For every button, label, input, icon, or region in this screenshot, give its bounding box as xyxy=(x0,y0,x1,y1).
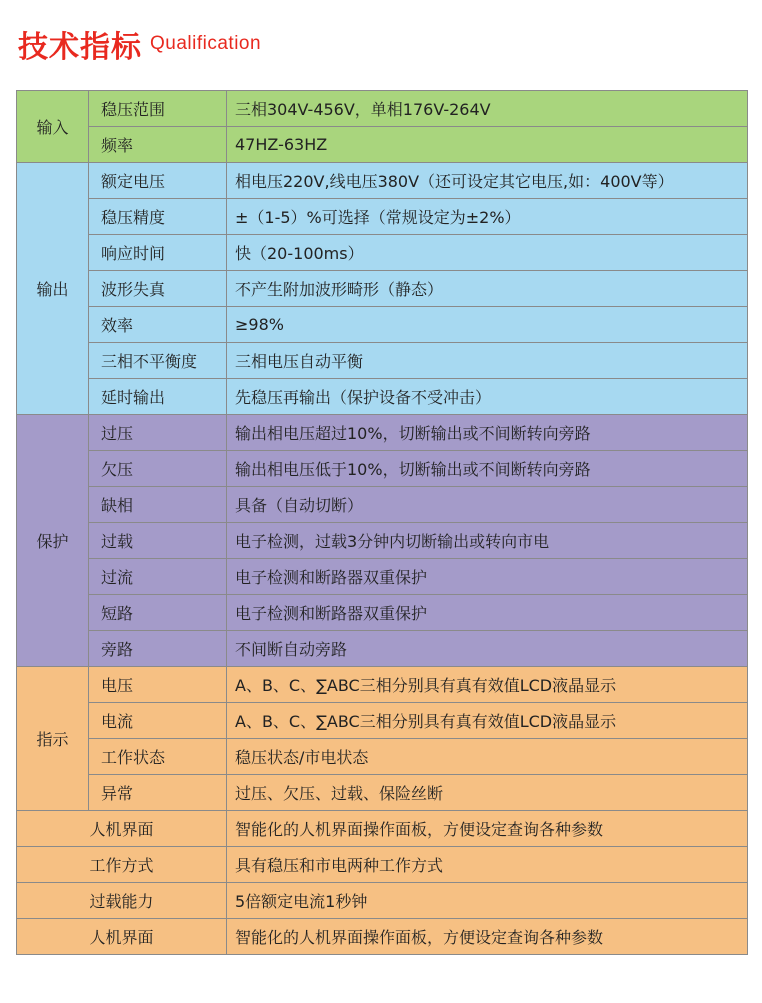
title-english: Qualification xyxy=(150,33,262,54)
param-name: 效率 xyxy=(89,307,227,343)
table-row xyxy=(17,415,748,451)
table-row xyxy=(17,91,748,127)
param-name: 电流 xyxy=(89,703,227,739)
table-row xyxy=(17,631,748,667)
param-value: 电子检测和断路器双重保护 xyxy=(227,595,748,631)
param-name: 三相不平衡度 xyxy=(89,343,227,379)
table-row xyxy=(17,199,748,235)
param-name: 过压 xyxy=(89,415,227,451)
section-title xyxy=(18,22,262,65)
param-value: 先稳压再输出（保护设备不受冲击） xyxy=(227,379,748,415)
table-row xyxy=(17,379,748,415)
table-row xyxy=(17,847,748,883)
param-name: 工作方式 xyxy=(17,847,227,883)
param-name: 过载能力 xyxy=(17,883,227,919)
param-value: 47HZ-63HZ xyxy=(227,127,748,163)
param-value: 相电压220V,线电压380V（还可设定其它电压,如：400V等） xyxy=(227,163,748,199)
param-value: 5倍额定电流1秒钟 xyxy=(227,883,748,919)
table-row xyxy=(17,523,748,559)
table-row xyxy=(17,559,748,595)
param-value: 输出相电压低于10%，切断输出或不间断转向旁路 xyxy=(227,451,748,487)
table-row xyxy=(17,271,748,307)
table-row xyxy=(17,595,748,631)
param-value: 智能化的人机界面操作面板，方便设定查询各种参数 xyxy=(227,919,748,955)
param-name: 欠压 xyxy=(89,451,227,487)
table-row xyxy=(17,919,748,955)
param-name: 额定电压 xyxy=(89,163,227,199)
group-label-protect: 保护 xyxy=(17,415,89,667)
param-value: 具有稳压和市电两种工作方式 xyxy=(227,847,748,883)
param-name: 延时输出 xyxy=(89,379,227,415)
table-row xyxy=(17,811,748,847)
spec-table xyxy=(16,90,748,955)
table-row xyxy=(17,739,748,775)
table-row xyxy=(17,451,748,487)
param-name: 异常 xyxy=(89,775,227,811)
param-value: 不间断自动旁路 xyxy=(227,631,748,667)
param-value: 三相电压自动平衡 xyxy=(227,343,748,379)
param-name: 频率 xyxy=(89,127,227,163)
param-value: 智能化的人机界面操作面板，方便设定查询各种参数 xyxy=(227,811,748,847)
param-name: 响应时间 xyxy=(89,235,227,271)
param-name: 缺相 xyxy=(89,487,227,523)
table-row xyxy=(17,307,748,343)
param-name: 短路 xyxy=(89,595,227,631)
param-name: 波形失真 xyxy=(89,271,227,307)
param-name: 稳压精度 xyxy=(89,199,227,235)
param-name: 旁路 xyxy=(89,631,227,667)
param-value: 快（20-100ms） xyxy=(227,235,748,271)
table-row xyxy=(17,667,748,703)
table-row xyxy=(17,343,748,379)
param-name: 人机界面 xyxy=(17,919,227,955)
param-value: ≥98% xyxy=(227,307,748,343)
table-row xyxy=(17,703,748,739)
param-value: A、B、C、∑ABC三相分别具有真有效值LCD液晶显示 xyxy=(227,667,748,703)
param-value: 电子检测和断路器双重保护 xyxy=(227,559,748,595)
param-name: 过载 xyxy=(89,523,227,559)
group-label-indicate: 指示 xyxy=(17,667,89,811)
param-name: 电压 xyxy=(89,667,227,703)
param-value: 电子检测，过载3分钟内切断输出或转向市电 xyxy=(227,523,748,559)
param-value: 输出相电压超过10%，切断输出或不间断转向旁路 xyxy=(227,415,748,451)
group-label-input: 输入 xyxy=(17,91,89,163)
param-value: A、B、C、∑ABC三相分别具有真有效值LCD液晶显示 xyxy=(227,703,748,739)
title-chinese: 技术指标 xyxy=(18,30,142,65)
group-label-output: 输出 xyxy=(17,163,89,415)
param-value: 具备（自动切断） xyxy=(227,487,748,523)
table-row xyxy=(17,883,748,919)
param-name: 工作状态 xyxy=(89,739,227,775)
table-row xyxy=(17,235,748,271)
param-name: 过流 xyxy=(89,559,227,595)
table-row xyxy=(17,163,748,199)
param-value: ±（1-5）%可选择（常规设定为±2%） xyxy=(227,199,748,235)
table-row xyxy=(17,775,748,811)
param-value: 不产生附加波形畸形（静态） xyxy=(227,271,748,307)
param-name: 稳压范围 xyxy=(89,91,227,127)
table-row xyxy=(17,127,748,163)
param-value: 稳压状态/市电状态 xyxy=(227,739,748,775)
param-name: 人机界面 xyxy=(17,811,227,847)
param-value: 三相304V-456V，单相176V-264V xyxy=(227,91,748,127)
table-row xyxy=(17,487,748,523)
param-value: 过压、欠压、过载、保险丝断 xyxy=(227,775,748,811)
